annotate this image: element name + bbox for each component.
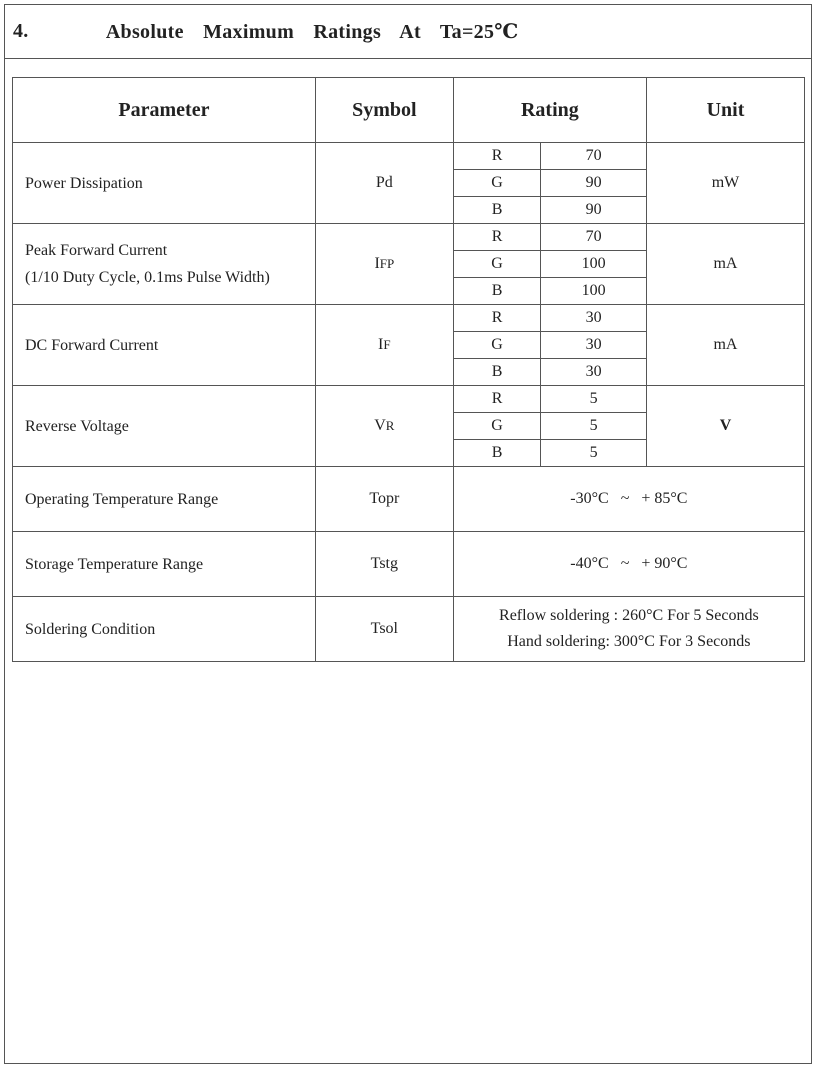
channel-label: G bbox=[453, 413, 541, 440]
param-peak-forward-current-line1: Peak Forward Current bbox=[25, 242, 168, 259]
symbol-ifp bbox=[315, 224, 453, 305]
channel-label: G bbox=[453, 170, 541, 197]
rating-storage-temperature: -40°C ~ + 90°C bbox=[453, 532, 804, 597]
channel-label: R bbox=[453, 305, 541, 332]
table-row bbox=[13, 305, 805, 332]
symbol-tsol: Tsol bbox=[315, 597, 453, 662]
table-row bbox=[13, 224, 805, 251]
channel-label: B bbox=[453, 440, 541, 467]
table-row bbox=[13, 597, 805, 662]
channel-label: B bbox=[453, 197, 541, 224]
rating-operating-temperature: -30°C ~ + 85°C bbox=[453, 467, 804, 532]
channel-label: R bbox=[453, 386, 541, 413]
table-row bbox=[13, 143, 805, 170]
rating-value: 100 bbox=[541, 251, 647, 278]
channel-label: B bbox=[453, 359, 541, 386]
rating-value: 30 bbox=[541, 305, 647, 332]
rating-value: 70 bbox=[541, 224, 647, 251]
rating-value: 100 bbox=[541, 278, 647, 305]
symbol-if-sub: F bbox=[383, 337, 391, 352]
symbol-ifp-main: I bbox=[374, 255, 380, 272]
symbol-vr bbox=[315, 386, 453, 467]
channel-label: R bbox=[453, 224, 541, 251]
header-parameter: Parameter bbox=[13, 78, 316, 143]
unit-dc-forward-current: mA bbox=[646, 305, 804, 386]
param-storage-temperature: Storage Temperature Range bbox=[13, 532, 316, 597]
rating-value: 5 bbox=[541, 386, 647, 413]
param-soldering-condition: Soldering Condition bbox=[13, 597, 316, 662]
symbol-if bbox=[315, 305, 453, 386]
rating-value: 30 bbox=[541, 332, 647, 359]
unit-power-dissipation: mW bbox=[646, 143, 804, 224]
absolute-maximum-ratings-table bbox=[12, 77, 805, 662]
symbol-ifp-sub: FP bbox=[379, 256, 395, 271]
rating-soldering-condition bbox=[453, 597, 804, 662]
symbol-if-main: I bbox=[378, 336, 384, 353]
rating-value: 90 bbox=[541, 197, 647, 224]
symbol-vr-sub: R bbox=[385, 418, 395, 433]
param-reverse-voltage: Reverse Voltage bbox=[13, 386, 316, 467]
param-power-dissipation: Power Dissipation bbox=[13, 143, 316, 224]
param-dc-forward-current: DC Forward Current bbox=[13, 305, 316, 386]
rating-value: 30 bbox=[541, 359, 647, 386]
section-number: 4. bbox=[13, 20, 29, 42]
param-operating-temperature: Operating Temperature Range bbox=[13, 467, 316, 532]
rating-value: 5 bbox=[541, 413, 647, 440]
rating-value: 70 bbox=[541, 143, 647, 170]
rating-value: 5 bbox=[541, 440, 647, 467]
rating-hand-soldering: Hand soldering: 300°C For 3 Seconds bbox=[507, 633, 751, 650]
rating-reflow-soldering: Reflow soldering : 260°C For 5 Seconds bbox=[499, 607, 759, 624]
symbol-pd: Pd bbox=[315, 143, 453, 224]
header-symbol: Symbol bbox=[315, 78, 453, 143]
param-peak-forward-current bbox=[13, 224, 316, 305]
unit-reverse-voltage: V bbox=[646, 386, 804, 467]
section-heading bbox=[4, 4, 812, 59]
table-row bbox=[13, 532, 805, 597]
unit-peak-forward-current: mA bbox=[646, 224, 804, 305]
param-peak-forward-current-line2: (1/10 Duty Cycle, 0.1ms Pulse Width) bbox=[25, 269, 270, 286]
table-row bbox=[13, 467, 805, 532]
rating-value: 90 bbox=[541, 170, 647, 197]
symbol-topr: Topr bbox=[315, 467, 453, 532]
table-header-row bbox=[13, 78, 805, 143]
channel-label: R bbox=[453, 143, 541, 170]
header-unit: Unit bbox=[646, 78, 804, 143]
symbol-tstg: Tstg bbox=[315, 532, 453, 597]
channel-label: G bbox=[453, 251, 541, 278]
table-row bbox=[13, 386, 805, 413]
section-title: Absolute Maximum Ratings At Ta=25℃ bbox=[105, 21, 519, 43]
header-rating: Rating bbox=[453, 78, 646, 143]
channel-label: B bbox=[453, 278, 541, 305]
symbol-vr-main: V bbox=[374, 417, 386, 434]
channel-label: G bbox=[453, 332, 541, 359]
